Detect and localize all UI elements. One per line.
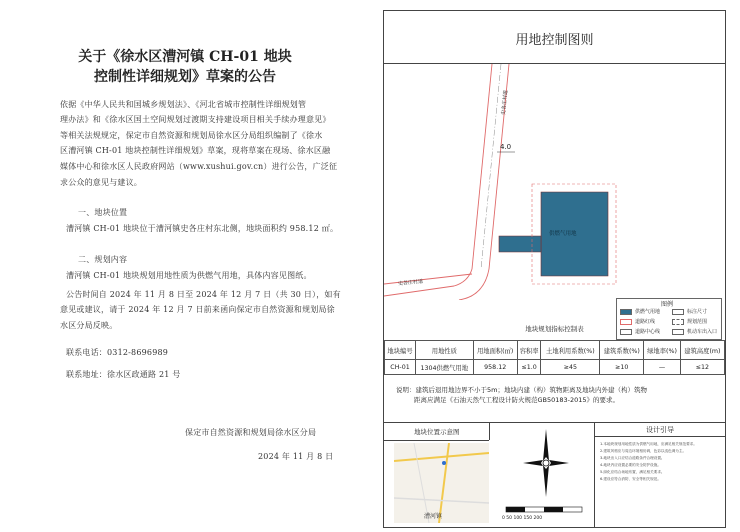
paragraph-line: 依据《中华人民共和国城乡规划法》、《河北省城市控制性详细规划管: [60, 100, 307, 109]
scale-label: 0 50 100 150 200: [502, 516, 543, 521]
section-heading: 一、地块位置: [78, 208, 128, 217]
legend-title: 图例: [661, 301, 674, 308]
legend: [616, 298, 722, 340]
paragraph-line: 公告时间自 2024 年 11 月 8 日至 2024 年 12 月 7 日（共 30 日），如有: [66, 290, 341, 299]
location-place: 漕河镇: [424, 513, 443, 520]
location-title: 地块位置示意图: [414, 428, 460, 436]
legend-item: 标注尺寸: [672, 308, 707, 315]
table-header: 绿地率(%): [644, 341, 681, 360]
table-cell: 1304供燃气用地: [416, 360, 474, 375]
design-guide-title: 设计引导: [646, 426, 674, 434]
site-plan-map: [384, 64, 725, 300]
legend-item: 道路中心线: [620, 328, 660, 335]
paragraph-line: 水区分局反映。: [60, 321, 118, 330]
paragraph-line: 意见或建议，请于 2024 年 12 月 7 日前来函向保定市自然资源和规划局徐: [60, 305, 335, 314]
paragraph-line: 漕河镇 CH-01 地块规划用地性质为供燃气用地，具体内容见图纸。: [66, 271, 312, 280]
section-heading: 二、规划内容: [78, 255, 128, 264]
table-header: 用地面积(㎡): [473, 341, 517, 360]
table-header: 用地性质: [416, 341, 474, 360]
paragraph-line: 理办法》和《徐水区国土空间规划过渡期支持建设项目相关手续办理意见》: [60, 115, 331, 124]
table-cell: ≥45: [541, 360, 600, 375]
legend-item: 道路红线: [620, 318, 655, 325]
design-guide-text: [600, 441, 720, 483]
contact-address: 联系地址：徐水区政通路 21 号: [66, 370, 181, 379]
legend-swatch: [620, 309, 632, 315]
note-line2: 距离应满足《石油天然气工程设计防火规范GB50183-2015》的要求。: [414, 396, 620, 404]
guide-line: 2.建筑风格应与周边环境相协调，色彩以浅色调为主。: [600, 449, 687, 453]
signature-date: 2024 年 11 月 8 日: [258, 452, 334, 461]
legend-swatch: [672, 309, 684, 315]
table-row: [385, 360, 725, 375]
plan-sheet: [383, 10, 726, 528]
road-label-bottom: 史各庄村道: [397, 278, 424, 288]
table-header: 建筑系数(%): [600, 341, 644, 360]
paragraph-line: 等相关法规规定，保定市自然资源和规划局徐水区分局组织编制了《徐水: [60, 131, 323, 140]
guide-line: 1.本地块规划用地性质为供燃气用地，应满足相关规范要求。: [600, 442, 697, 446]
table-header-row: [385, 341, 725, 360]
table-cell: ≤12: [680, 360, 724, 375]
road-label-top: 史各庄村道: [500, 89, 510, 116]
guide-line: 5.绿化应结合场地布置，满足相关要求。: [600, 470, 665, 474]
table-header: 地块编号: [385, 341, 416, 360]
table-cell: ≤1.0: [517, 360, 541, 375]
contact-phone: 联系电话：0312-8696989: [66, 348, 169, 357]
location-marker-icon: [442, 461, 446, 465]
setback-label: 4.0: [500, 143, 512, 151]
guide-line: 4.地块内应设置必要的安全防护设施。: [600, 463, 661, 467]
paragraph-line: 求公众的意见与建议。: [60, 178, 142, 187]
note-line1: 说明：建筑后退用地边界不小于5m；地块内建（构）筑物距离及地块内外建（构）筑物: [396, 386, 647, 394]
notice-title-line2: 控制性详细规划》草案的公告: [94, 69, 276, 85]
paragraph-line: 媒体中心和徐水区人民政府网站（www.xushui.gov.cn）进行公告，广泛征: [60, 162, 338, 171]
plan-title: 用地控制图则: [515, 33, 594, 48]
table-cell: 958.12: [473, 360, 517, 375]
table-header: 土地利用系数(%): [541, 341, 600, 360]
table-header: 容积率: [517, 341, 541, 360]
guide-line: 6.建设应符合消防、安全等相关规范。: [600, 477, 661, 481]
legend-item: 机动车出入口: [672, 328, 717, 335]
divider: [384, 422, 725, 423]
table-header: 建筑高度(m): [680, 341, 724, 360]
table-cell: ≥10: [600, 360, 644, 375]
paragraph-line: 区漕河镇 CH-01 地块控制性详细规划》草案，现将草案在现场、徐水区融: [60, 146, 331, 155]
table-cell: CH-01: [385, 360, 416, 375]
notice-title-line1: 关于《徐水区漕河镇 CH-01 地块: [78, 49, 292, 65]
legend-item: 供燃气用地: [620, 308, 660, 315]
scale-bar: [504, 505, 584, 515]
paragraph-line: 漕河镇 CH-01 地块位于漕河镇史各庄村东北侧，地块面积约 958.12 ㎡。: [66, 224, 339, 233]
table-cell: —: [644, 360, 681, 375]
divider: [594, 422, 595, 528]
parcel-label: 供燃气用地: [549, 231, 577, 237]
divider: [384, 440, 489, 441]
index-table-title: 地块规划指标控制表: [525, 325, 584, 333]
divider: [594, 436, 725, 437]
divider: [489, 422, 490, 440]
index-table: [384, 340, 725, 375]
guide-line: 3.地块出入口应结合道路条件合理设置。: [600, 456, 665, 460]
north-arrow-icon: [521, 427, 571, 499]
signature-org: 保定市自然资源和规划局徐水区分局: [185, 428, 317, 437]
village-road: [384, 64, 512, 300]
legend-item: 规划范围: [672, 318, 707, 325]
